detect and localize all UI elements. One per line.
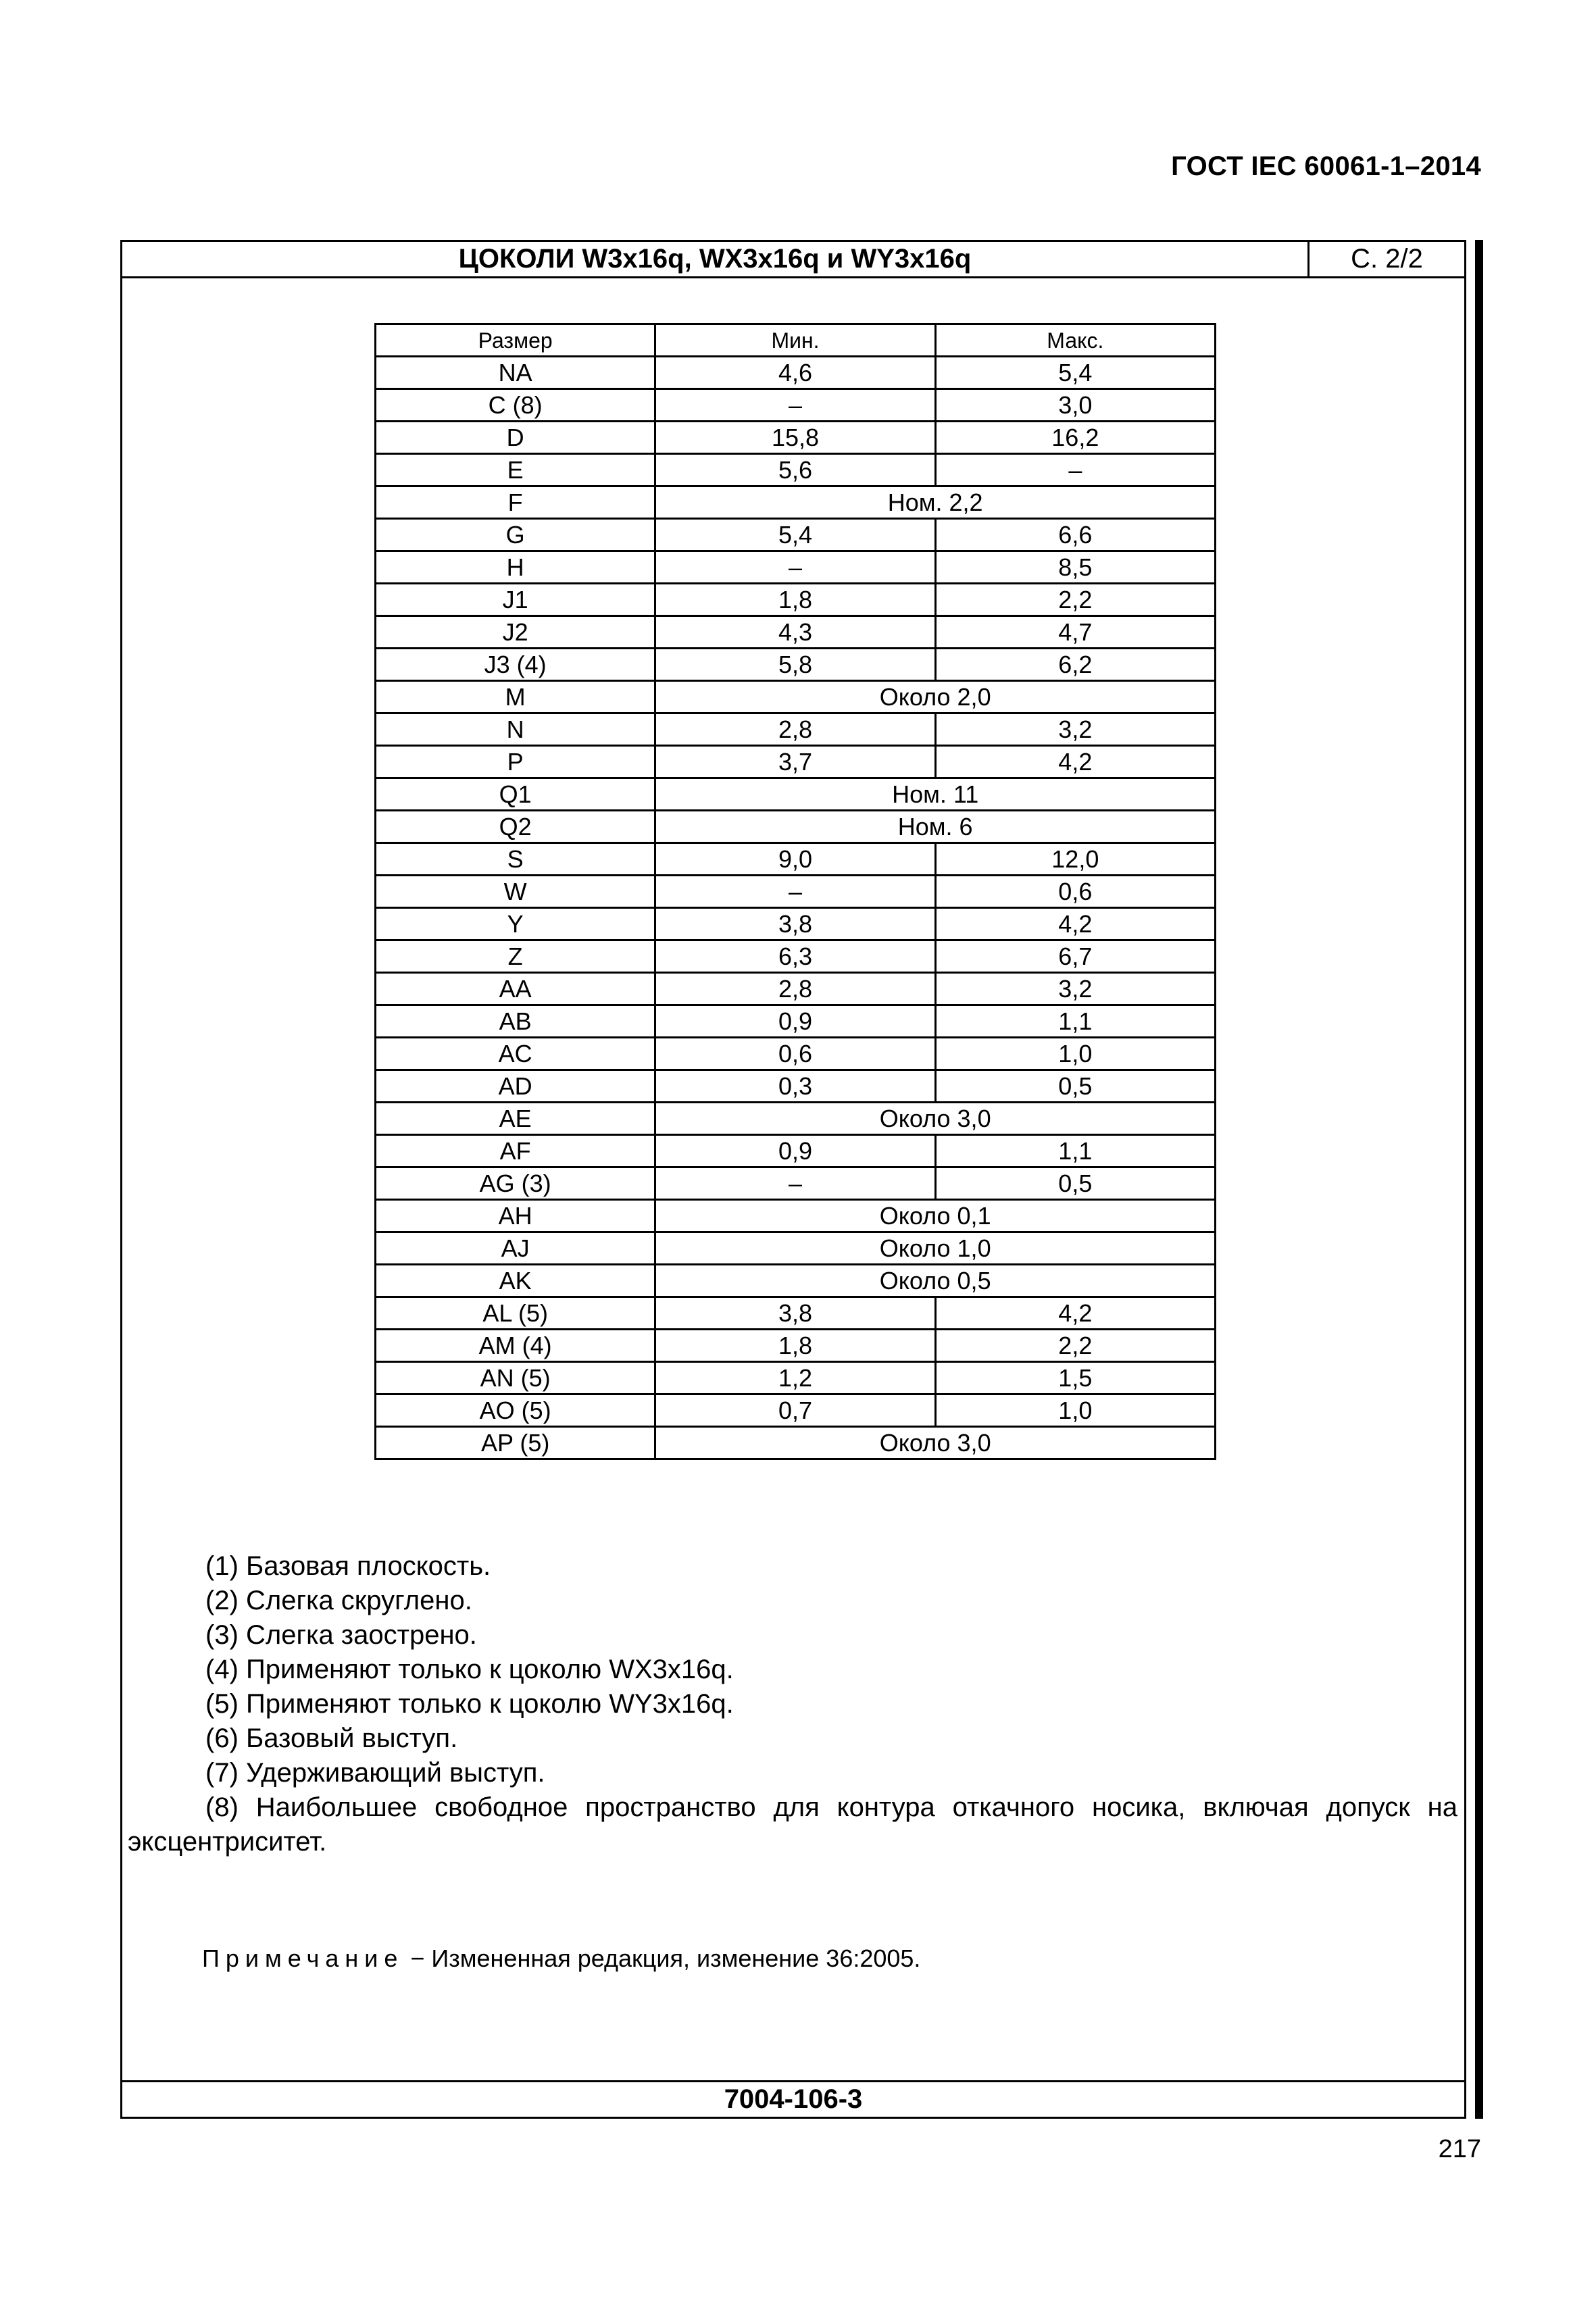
table-row (376, 843, 1216, 876)
cell-min: 3,7 (655, 746, 935, 778)
cell-max: 1,1 (935, 1005, 1215, 1038)
footnote: (1) Базовая плоскость. (205, 1551, 491, 1581)
cell-size: P (376, 746, 655, 778)
cell-size: AF (376, 1135, 655, 1167)
cell-max: 3,2 (935, 973, 1215, 1005)
sheet-title-row (122, 242, 1464, 278)
cell-size: Z (376, 940, 655, 973)
cell-max: – (935, 454, 1215, 486)
page-number: 217 (1438, 2135, 1481, 2163)
table-row (376, 1330, 1216, 1362)
cell-size: W (376, 876, 655, 908)
cell-max: 2,2 (935, 584, 1215, 616)
footnote: (6) Базовый выступ. (205, 1724, 458, 1753)
cell-merged-value: Около 2,0 (655, 681, 1216, 713)
cell-size: AK (376, 1265, 655, 1297)
footnote: (5) Применяют только к цоколю WY3x16q. (205, 1689, 734, 1719)
cell-max: 6,7 (935, 940, 1215, 973)
cell-max: 5,4 (935, 357, 1215, 389)
table-row (376, 1394, 1216, 1427)
table-row (376, 778, 1216, 811)
cell-min: 5,4 (655, 519, 935, 551)
sheet-page-label: С. 2/2 (1307, 242, 1464, 276)
cell-min: 5,8 (655, 649, 935, 681)
cell-size: C (8) (376, 389, 655, 422)
sheet-footer-code: 7004-106-3 (122, 2080, 1464, 2117)
cell-max: 0,6 (935, 876, 1215, 908)
column-header-min: Мин. (655, 324, 935, 357)
table-header-row (376, 324, 1216, 357)
cell-max: 8,5 (935, 551, 1215, 584)
cell-min: – (655, 1167, 935, 1200)
column-header-max: Макс. (935, 324, 1215, 357)
cell-size: J1 (376, 584, 655, 616)
cell-size: H (376, 551, 655, 584)
cell-size: Y (376, 908, 655, 940)
table-row (376, 519, 1216, 551)
cell-min: 3,8 (655, 1297, 935, 1330)
cell-max: 3,2 (935, 713, 1215, 746)
cell-size: AO (5) (376, 1394, 655, 1427)
column-header-size: Размер (376, 324, 655, 357)
cell-max: 1,1 (935, 1135, 1215, 1167)
cell-min: 9,0 (655, 843, 935, 876)
cell-min: 1,8 (655, 584, 935, 616)
table-row (376, 584, 1216, 616)
cell-size: N (376, 713, 655, 746)
footnote: (7) Удерживающий выступ. (205, 1758, 545, 1788)
cell-size: D (376, 422, 655, 454)
table-row (376, 713, 1216, 746)
cell-min: 0,6 (655, 1038, 935, 1070)
dimensions-table (374, 323, 1216, 1460)
footnotes (128, 1549, 1457, 1859)
table-row (376, 1070, 1216, 1103)
cell-max: 4,7 (935, 616, 1215, 649)
cell-size: AL (5) (376, 1297, 655, 1330)
cell-size: AC (376, 1038, 655, 1070)
table-row (376, 1362, 1216, 1394)
cell-max: 4,2 (935, 1297, 1215, 1330)
cell-min: 0,9 (655, 1005, 935, 1038)
table-row (376, 649, 1216, 681)
cell-size: AE (376, 1103, 655, 1135)
cell-size: AJ (376, 1232, 655, 1265)
table-row (376, 389, 1216, 422)
remark-text: − Измененная редакция, изменение 36:2005. (403, 1944, 921, 1972)
cell-size: J2 (376, 616, 655, 649)
cell-size: S (376, 843, 655, 876)
table-row (376, 616, 1216, 649)
table-row (376, 973, 1216, 1005)
table-row (376, 1297, 1216, 1330)
cell-min: – (655, 389, 935, 422)
cell-min: – (655, 551, 935, 584)
table-row (376, 876, 1216, 908)
cell-max: 0,5 (935, 1167, 1215, 1200)
cell-size: AD (376, 1070, 655, 1103)
cell-max: 1,0 (935, 1038, 1215, 1070)
table-row (376, 1135, 1216, 1167)
cell-min: 2,8 (655, 973, 935, 1005)
cell-min: 3,8 (655, 908, 935, 940)
cell-min: 5,6 (655, 454, 935, 486)
cell-max: 1,0 (935, 1394, 1215, 1427)
table-row (376, 811, 1216, 843)
remark (202, 1944, 920, 1973)
cell-size: AA (376, 973, 655, 1005)
cell-size: AP (5) (376, 1427, 655, 1459)
table-row (376, 746, 1216, 778)
table-row (376, 551, 1216, 584)
footnote: (8) Наибольшее свободное пространство для контура откачного носика, включая допуск на эксцентриситет. (128, 1792, 1457, 1857)
cell-size: E (376, 454, 655, 486)
footnote: (4) Применяют только к цоколю WX3x16q. (205, 1655, 734, 1684)
cell-max: 3,0 (935, 389, 1215, 422)
table-row (376, 1232, 1216, 1265)
cell-max: 4,2 (935, 746, 1215, 778)
cell-size: AG (3) (376, 1167, 655, 1200)
table-row (376, 357, 1216, 389)
cell-min: 0,3 (655, 1070, 935, 1103)
cell-size: AH (376, 1200, 655, 1232)
cell-min: 1,2 (655, 1362, 935, 1394)
sheet-shadow-bar (1475, 240, 1483, 2119)
table-row (376, 1200, 1216, 1232)
cell-size: M (376, 681, 655, 713)
table-row (376, 486, 1216, 519)
cell-min: 0,9 (655, 1135, 935, 1167)
sheet-title: ЦОКОЛИ W3x16q, WX3x16q и WY3x16q (458, 244, 972, 274)
cell-min: 4,6 (655, 357, 935, 389)
cell-merged-value: Около 0,5 (655, 1265, 1216, 1297)
cell-max: 4,2 (935, 908, 1215, 940)
cell-size: G (376, 519, 655, 551)
cell-max: 0,5 (935, 1070, 1215, 1103)
cell-size: Q1 (376, 778, 655, 811)
cell-min: 1,8 (655, 1330, 935, 1362)
cell-size: AB (376, 1005, 655, 1038)
cell-size: F (376, 486, 655, 519)
cell-merged-value: Ном. 11 (655, 778, 1216, 811)
cell-max: 16,2 (935, 422, 1215, 454)
table-row (376, 1427, 1216, 1459)
remark-label: Примечание (202, 1944, 404, 1972)
cell-max: 6,2 (935, 649, 1215, 681)
cell-size: AM (4) (376, 1330, 655, 1362)
cell-min: 2,8 (655, 713, 935, 746)
cell-merged-value: Около 0,1 (655, 1200, 1216, 1232)
cell-size: Q2 (376, 811, 655, 843)
table-row (376, 454, 1216, 486)
cell-merged-value: Около 3,0 (655, 1103, 1216, 1135)
table-row (376, 1005, 1216, 1038)
table-row (376, 1167, 1216, 1200)
cell-merged-value: Ном. 6 (655, 811, 1216, 843)
cell-min: 0,7 (655, 1394, 935, 1427)
cell-size: AN (5) (376, 1362, 655, 1394)
footnote: (3) Слегка заострено. (205, 1620, 477, 1650)
footnote: (2) Слегка скруглено. (205, 1586, 472, 1615)
cell-max: 2,2 (935, 1330, 1215, 1362)
table-row (376, 422, 1216, 454)
cell-min: 4,3 (655, 616, 935, 649)
table-body (376, 357, 1216, 1459)
cell-size: J3 (4) (376, 649, 655, 681)
table-row (376, 940, 1216, 973)
cell-min: – (655, 876, 935, 908)
data-sheet (120, 240, 1466, 2119)
cell-merged-value: Ном. 2,2 (655, 486, 1216, 519)
table-row (376, 1265, 1216, 1297)
table-row (376, 1038, 1216, 1070)
cell-max: 12,0 (935, 843, 1215, 876)
table-row (376, 681, 1216, 713)
standard-designation: ГОСТ IEC 60061-1–2014 (1171, 151, 1481, 181)
cell-merged-value: Около 1,0 (655, 1232, 1216, 1265)
cell-min: 6,3 (655, 940, 935, 973)
cell-merged-value: Около 3,0 (655, 1427, 1216, 1459)
cell-size: NA (376, 357, 655, 389)
table-row (376, 1103, 1216, 1135)
cell-max: 6,6 (935, 519, 1215, 551)
table-row (376, 908, 1216, 940)
cell-max: 1,5 (935, 1362, 1215, 1394)
cell-min: 15,8 (655, 422, 935, 454)
